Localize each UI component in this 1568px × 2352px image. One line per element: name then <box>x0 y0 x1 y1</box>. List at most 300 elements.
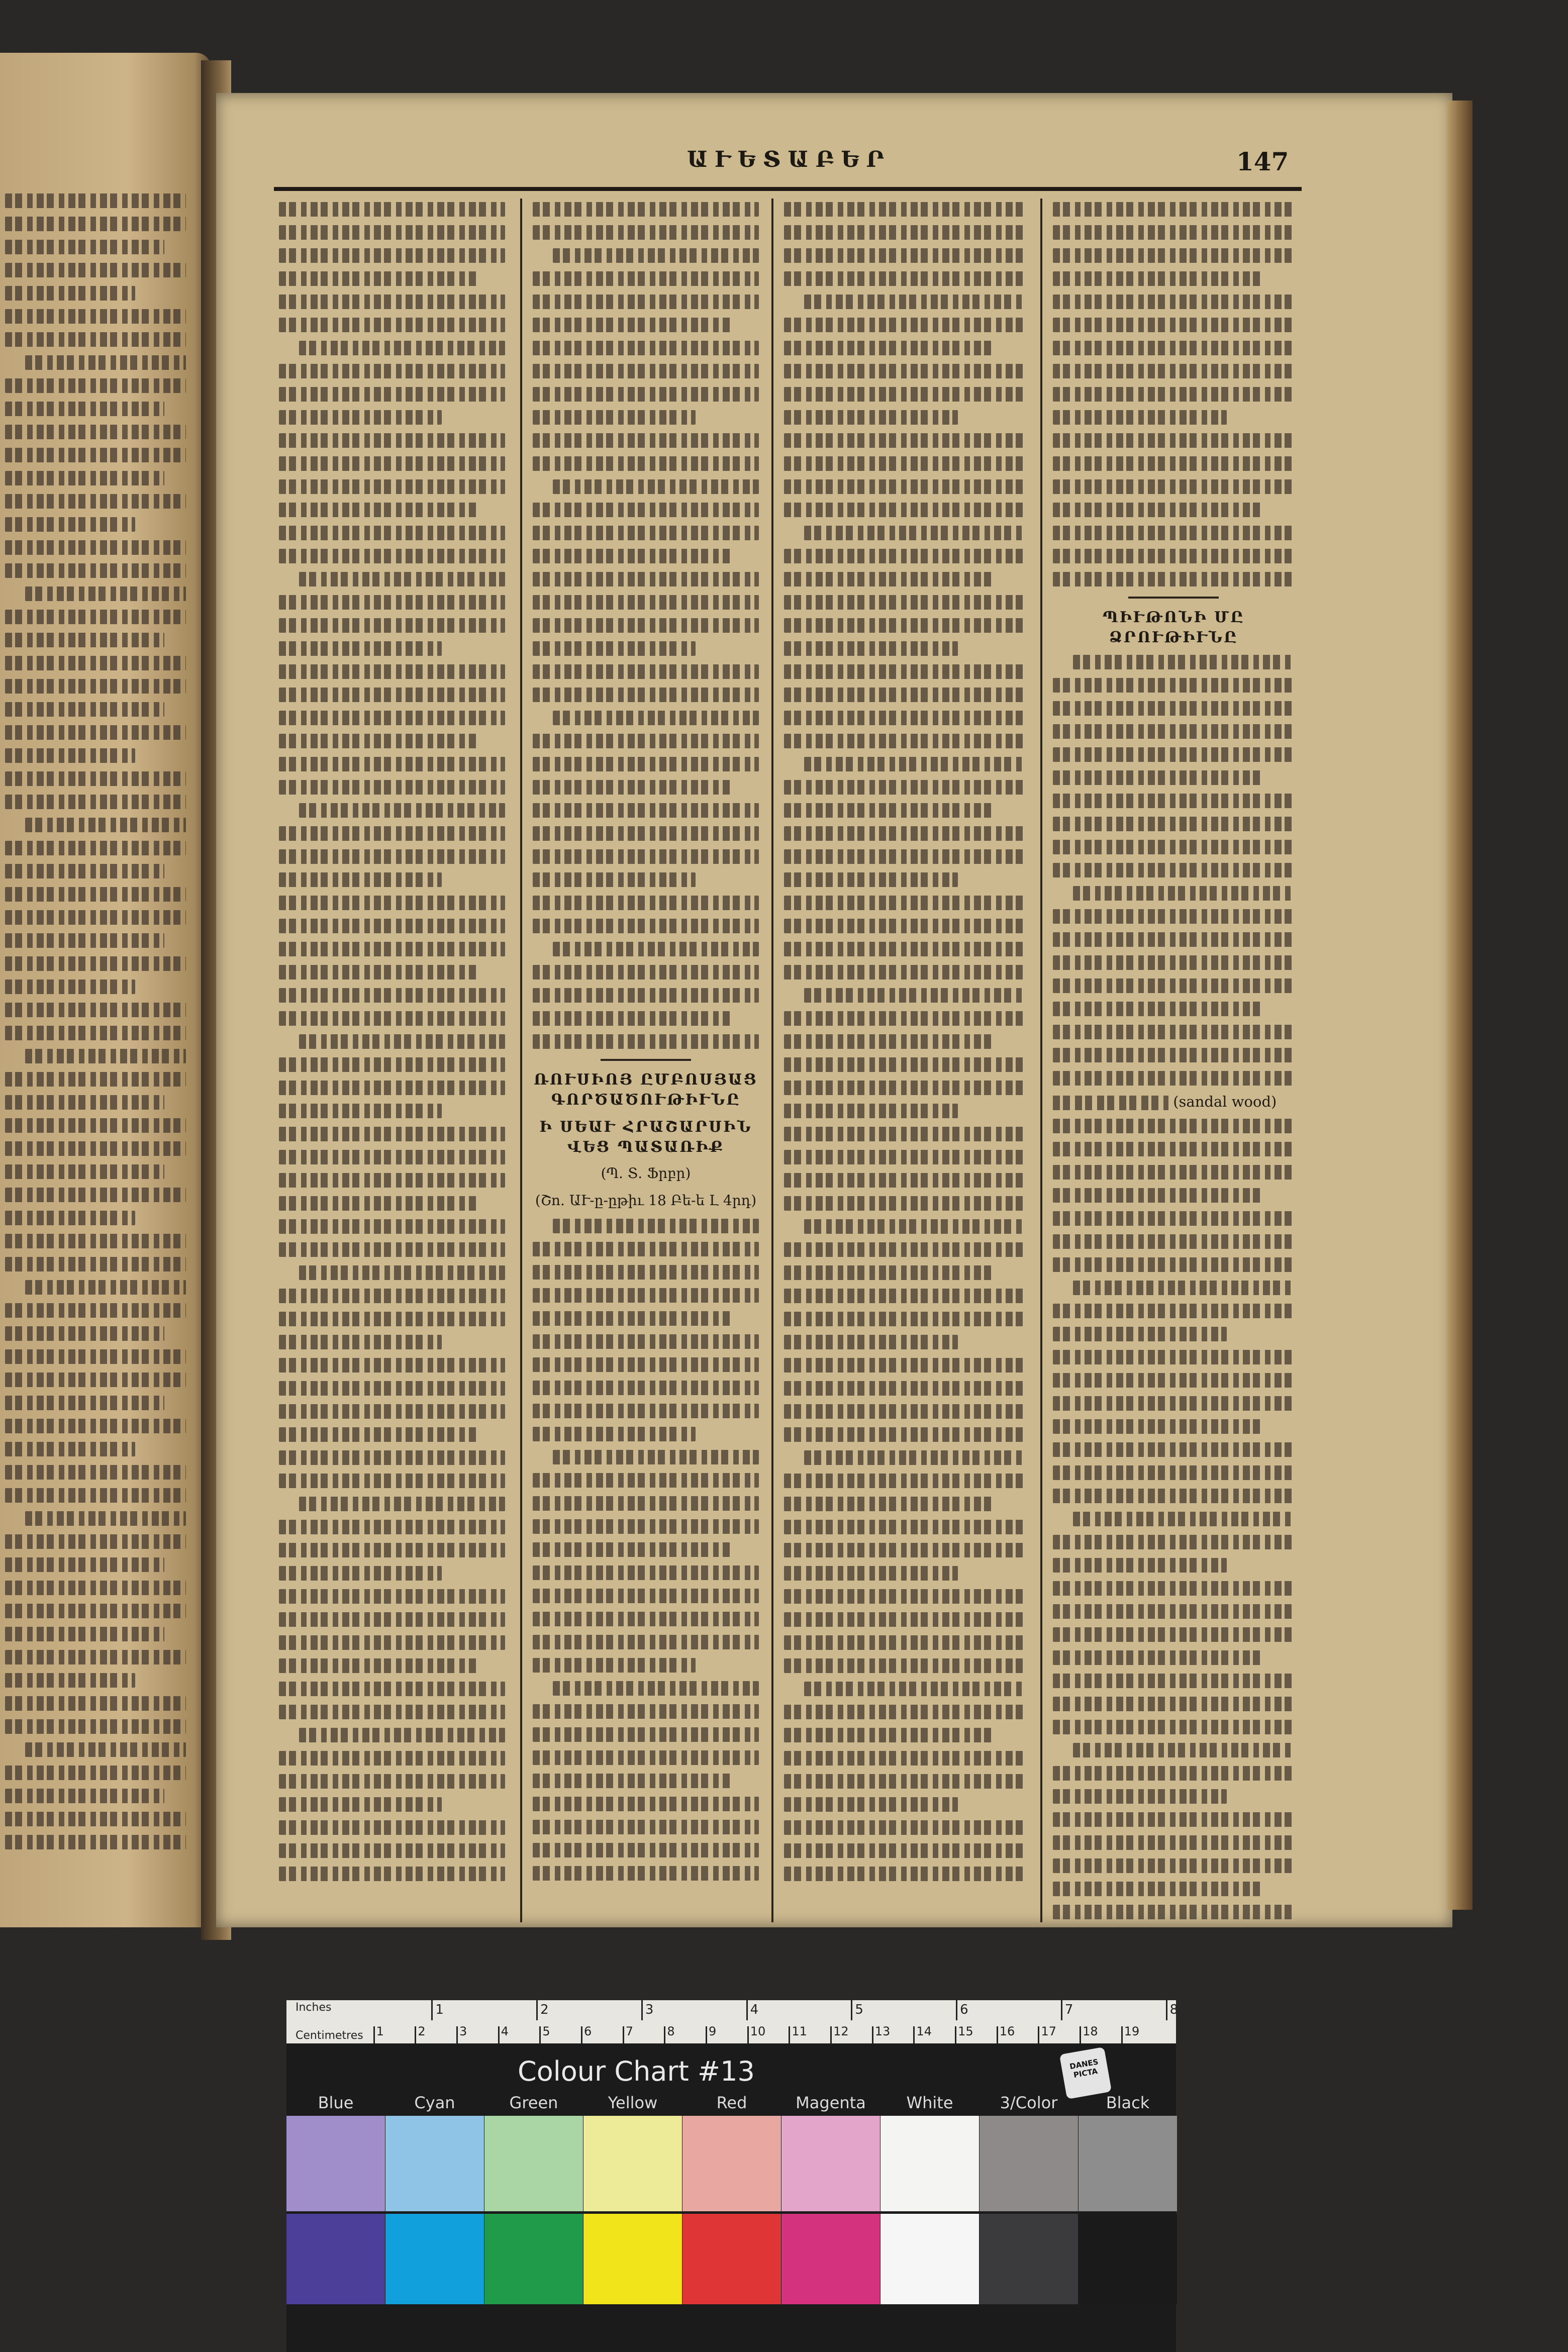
text-line <box>533 1843 759 1857</box>
text-line <box>5 402 164 416</box>
text-line <box>279 271 478 286</box>
text-line <box>784 1242 1025 1257</box>
text-line <box>533 803 759 818</box>
text-line <box>279 1104 442 1118</box>
text-line <box>804 526 1025 540</box>
text-line <box>1053 1858 1294 1873</box>
text-line <box>279 896 505 910</box>
inch-number: 6 <box>960 2002 968 2017</box>
text-line <box>784 549 1025 563</box>
text-line <box>533 433 759 448</box>
text-line <box>279 295 505 309</box>
text-line <box>784 341 996 355</box>
cm-tick <box>872 2026 873 2043</box>
text-line <box>279 410 442 425</box>
text-line <box>279 1081 505 1095</box>
cm-number: 6 <box>584 2024 592 2038</box>
patch-label: 3/Color <box>1000 2093 1058 2112</box>
patch-label: Yellow <box>608 2093 658 2112</box>
text-line <box>279 664 505 679</box>
text-column-4 <box>1053 202 1294 1928</box>
patch-label: Black <box>1106 2093 1150 2112</box>
text-line <box>533 1589 759 1603</box>
text-line <box>5 610 186 624</box>
text-line <box>784 618 1025 633</box>
text-line <box>784 872 958 887</box>
page-edge <box>1447 101 1473 1910</box>
text-line <box>1053 840 1294 854</box>
text-line <box>5 795 186 809</box>
text-line <box>533 641 696 656</box>
text-line <box>25 1742 186 1757</box>
text-line <box>533 849 759 864</box>
cm-number: 18 <box>1083 2024 1098 2038</box>
text-line <box>279 1843 505 1858</box>
text-line <box>1053 1905 1294 1919</box>
text-line <box>279 1774 505 1789</box>
text-line <box>784 1589 1025 1604</box>
text-line <box>784 1751 1025 1766</box>
text-line <box>279 456 505 471</box>
text-line <box>784 1728 996 1742</box>
text-line <box>1053 817 1294 831</box>
colour-patch-saturated <box>484 2214 583 2304</box>
text-line <box>5 702 164 717</box>
text-line <box>1053 1304 1294 1318</box>
text-line <box>784 1427 1025 1442</box>
text-line <box>784 711 1025 725</box>
text-line-with-note <box>1053 1094 1294 1110</box>
text-line <box>533 456 759 471</box>
text-line <box>5 841 186 855</box>
centimetres-label: Centimetres <box>296 2029 363 2042</box>
text-line <box>784 248 1025 263</box>
text-line <box>1053 1257 1294 1272</box>
colour-chart <box>286 2000 1179 2352</box>
text-line <box>5 1003 186 1017</box>
measurement-ruler <box>286 2000 1179 2043</box>
colour-patch-saturated <box>880 2214 979 2304</box>
text-line <box>533 1750 759 1765</box>
cm-number: 2 <box>418 2024 426 2038</box>
cm-tick <box>498 2026 500 2043</box>
text-line <box>279 1612 505 1627</box>
text-line <box>784 965 1025 979</box>
text-line <box>533 919 759 933</box>
text-line <box>1053 526 1294 540</box>
text-line <box>5 517 135 532</box>
text-line <box>279 688 505 702</box>
text-line <box>784 1474 1025 1488</box>
text-line <box>5 1766 186 1780</box>
cm-number: 8 <box>667 2024 675 2038</box>
text-line <box>1053 1142 1294 1156</box>
text-line <box>279 248 505 263</box>
text-line <box>533 1797 759 1811</box>
cm-number: 12 <box>833 2024 849 2038</box>
text-column-3 <box>784 202 1025 1890</box>
inline-english-note: (sandal wood) <box>1173 1093 1277 1110</box>
text-line <box>553 1219 759 1233</box>
text-line <box>1053 248 1294 263</box>
text-line <box>5 1141 186 1156</box>
text-line <box>279 1335 442 1349</box>
colour-patch-saturated <box>781 2214 880 2304</box>
col2-upper-text <box>533 202 759 1049</box>
text-line <box>784 479 1025 494</box>
text-line <box>279 641 442 656</box>
text-line <box>279 988 505 1003</box>
text-line <box>1053 1720 1294 1734</box>
text-line <box>279 1589 505 1604</box>
column-rule-2 <box>771 199 773 1922</box>
text-line <box>784 595 1025 610</box>
article-title-line-2: Ի ՍԵԱՒ ՀՐԱՇԱՐՍԻՆ ՎԵՑ ՊԱՏԱՌԻՔ <box>539 1118 752 1156</box>
text-line <box>1053 770 1265 785</box>
text-line <box>5 286 135 301</box>
text-line <box>533 1473 759 1488</box>
text-line <box>1053 1119 1294 1133</box>
text-line <box>553 942 759 956</box>
text-line <box>804 988 1025 1003</box>
text-line <box>5 1419 186 1433</box>
text-line <box>5 1118 186 1133</box>
text-line <box>279 1427 478 1442</box>
text-line <box>5 193 186 208</box>
text-line <box>279 1543 505 1557</box>
cm-number: 14 <box>916 2024 932 2038</box>
text-line <box>533 595 759 610</box>
text-line <box>279 1242 505 1257</box>
text-line <box>1053 1327 1227 1341</box>
text-line <box>533 1381 759 1395</box>
text-line <box>784 664 1025 679</box>
text-line <box>5 1488 186 1503</box>
text-line <box>533 387 759 402</box>
text-line <box>279 1057 505 1072</box>
text-line <box>1053 1048 1294 1062</box>
text-line <box>533 988 759 1003</box>
text-line <box>533 734 759 748</box>
colour-patch-light <box>583 2116 682 2211</box>
text-line <box>5 494 186 509</box>
cm-number: 16 <box>999 2024 1015 2038</box>
text-line <box>5 979 135 994</box>
colour-patch-light <box>880 2116 979 2211</box>
text-line <box>279 225 505 240</box>
text-line <box>1073 886 1294 901</box>
text-line <box>784 688 1025 702</box>
text-line <box>5 679 186 694</box>
text-line <box>804 757 1025 771</box>
text-line <box>1053 1604 1294 1619</box>
text-line <box>5 1604 186 1618</box>
article-title-line-1: ՌՈՒՍԻՈՅ ԸՄԲՈՍՅԱՑ ԳՈՐԾԱԾՈՒԹԻՒՆԸ <box>534 1071 758 1109</box>
text-line <box>533 202 759 217</box>
text-line <box>1053 225 1294 240</box>
text-line <box>279 1404 505 1419</box>
text-line <box>804 295 1025 309</box>
cm-number: 19 <box>1124 2024 1140 2038</box>
text-line <box>784 734 1025 748</box>
text-line <box>533 1242 759 1256</box>
text-line <box>784 572 996 586</box>
cm-tick <box>664 2026 665 2043</box>
text-line <box>533 1542 732 1557</box>
header-rule <box>274 187 1302 191</box>
text-line <box>279 1635 505 1650</box>
patch-label: Cyan <box>414 2093 455 2112</box>
colour-patch-saturated <box>1079 2214 1177 2304</box>
text-line <box>1073 1281 1294 1295</box>
text-line <box>533 688 759 702</box>
text-line <box>279 734 478 748</box>
text-line <box>5 1373 186 1387</box>
text-line <box>279 1289 505 1303</box>
cm-tick <box>789 2026 790 2043</box>
text-line <box>533 896 759 910</box>
text-line <box>279 1150 505 1164</box>
article-subtitle: (Պ. Տ. Ֆրբր) <box>601 1165 691 1182</box>
text-line <box>5 1812 186 1826</box>
left-page <box>0 53 211 1927</box>
text-line <box>5 1095 164 1110</box>
text-line <box>1053 503 1265 517</box>
text-line <box>5 1234 186 1248</box>
text-line <box>1053 1234 1294 1249</box>
inch-number: 7 <box>1064 2002 1073 2017</box>
text-line <box>1053 1812 1294 1827</box>
cm-tick <box>747 2026 749 2043</box>
text-line <box>1053 1419 1265 1434</box>
text-line <box>279 872 442 887</box>
text-line <box>784 503 1025 517</box>
inch-number: 4 <box>750 2002 759 2017</box>
text-line <box>279 595 505 610</box>
cm-tick <box>1121 2026 1123 2043</box>
text-line <box>784 780 1025 795</box>
text-line <box>533 1427 696 1441</box>
inch-tick <box>431 2000 433 2020</box>
text-line <box>1053 909 1294 924</box>
text-line <box>279 1381 505 1396</box>
text-line <box>533 410 696 425</box>
text-line <box>533 872 696 887</box>
text-line <box>784 1127 1025 1141</box>
cm-tick <box>997 2026 998 2043</box>
text-line <box>553 479 759 494</box>
cm-number: 9 <box>709 2024 717 2038</box>
text-line <box>279 1450 505 1465</box>
text-line <box>1053 932 1294 947</box>
text-line <box>5 1188 186 1202</box>
text-line <box>784 1867 1025 1881</box>
text-line <box>25 355 186 370</box>
text-line <box>279 1820 505 1835</box>
text-line <box>784 433 1025 448</box>
text-line <box>804 1682 1025 1696</box>
article-title-python: ՊԻՒԹՈՆԻ ՄԸ ՁՐՈՒԹԻՒՆԸ <box>1102 609 1245 646</box>
text-line <box>279 1797 442 1812</box>
text-line <box>784 1520 1025 1534</box>
text-line <box>1053 1581 1294 1596</box>
text-line <box>1053 1002 1265 1016</box>
text-line <box>1053 1674 1294 1688</box>
text-line <box>784 1150 1025 1164</box>
column-rule-1 <box>520 199 522 1922</box>
text-line <box>279 1566 442 1581</box>
text-line <box>279 1358 505 1373</box>
text-line <box>1053 318 1294 332</box>
cm-number: 7 <box>625 2024 633 2038</box>
text-line <box>5 240 164 254</box>
patch-label: White <box>906 2093 953 2112</box>
text-line <box>1053 433 1294 448</box>
text-column-2 <box>533 202 759 1889</box>
text-line <box>1053 202 1294 217</box>
text-line <box>279 849 505 864</box>
text-line <box>5 563 186 578</box>
text-line <box>5 471 164 485</box>
inch-number: 2 <box>540 2002 549 2017</box>
cm-tick <box>706 2026 707 2043</box>
left-page-text-column <box>5 193 186 1858</box>
text-line <box>784 1635 1025 1650</box>
text-line <box>533 1612 759 1626</box>
cm-number: 15 <box>958 2024 973 2038</box>
colour-patch-light <box>979 2116 1078 2211</box>
text-line <box>5 864 164 878</box>
text-line <box>1053 410 1227 425</box>
cm-tick <box>623 2026 624 2043</box>
inch-tick <box>746 2000 748 2020</box>
text-line <box>1073 1743 1294 1757</box>
text-line <box>279 780 505 795</box>
text-line <box>1053 1766 1294 1781</box>
text-line <box>533 965 759 979</box>
inch-tick <box>1166 2000 1167 2020</box>
colour-patch-saturated <box>682 2214 781 2304</box>
text-line <box>1053 1211 1294 1226</box>
colour-chart-title: Colour Chart #13 <box>518 2055 755 2087</box>
cm-number: 5 <box>542 2024 550 2038</box>
text-line <box>533 271 759 286</box>
text-line <box>784 410 958 425</box>
text-line <box>533 1404 759 1418</box>
text-line <box>279 942 505 956</box>
cm-tick <box>456 2026 458 2043</box>
text-line <box>784 1081 1025 1095</box>
text-line <box>279 1312 505 1326</box>
patch-label: Blue <box>318 2093 354 2112</box>
text-line <box>299 1497 505 1511</box>
text-line <box>1053 1627 1294 1642</box>
text-line <box>5 1719 186 1734</box>
text-line <box>533 1011 732 1026</box>
text-line <box>784 1497 996 1511</box>
text-line <box>279 387 505 402</box>
text-line <box>5 1789 164 1803</box>
text-line <box>533 757 759 771</box>
text-line <box>784 364 1025 378</box>
text-line <box>5 1581 186 1595</box>
text-column-1 <box>279 202 505 1890</box>
text-line <box>533 526 759 540</box>
text-line <box>1053 1071 1294 1086</box>
text-line <box>804 1450 1025 1465</box>
colour-patch-saturated <box>979 2214 1078 2304</box>
text-line <box>533 318 732 332</box>
patch-label: Red <box>716 2093 747 2112</box>
text-line <box>1053 387 1294 402</box>
text-line <box>1053 747 1294 762</box>
text-line <box>5 263 186 277</box>
text-line <box>784 1265 996 1280</box>
inches-label: Inches <box>296 2001 332 2014</box>
text-line <box>5 309 186 324</box>
text-line <box>553 711 759 725</box>
text-line <box>279 618 505 633</box>
text-line <box>5 1627 164 1641</box>
text-line <box>784 202 1025 217</box>
inch-tick <box>1061 2000 1062 2020</box>
text-line <box>1053 479 1294 494</box>
text-line <box>279 526 505 540</box>
text-line <box>25 586 186 601</box>
text-line <box>784 849 1025 864</box>
text-line <box>5 217 186 231</box>
cm-number: 3 <box>459 2024 467 2038</box>
text-line <box>5 633 164 647</box>
text-line <box>5 1396 164 1410</box>
text-line <box>1053 978 1294 993</box>
text-line <box>1053 271 1265 286</box>
text-line <box>1053 1535 1294 1549</box>
text-line <box>279 1867 505 1881</box>
text-line <box>533 1357 759 1372</box>
text-line <box>533 1565 759 1580</box>
text-line <box>553 1450 759 1464</box>
cm-number: 10 <box>750 2024 766 2038</box>
cm-tick <box>1038 2026 1039 2043</box>
inch-number: 5 <box>855 2002 863 2017</box>
text-line <box>784 641 958 656</box>
cm-tick <box>913 2026 915 2043</box>
text-line <box>279 479 505 494</box>
text-line <box>5 540 186 555</box>
cm-tick <box>539 2026 541 2043</box>
inch-number: 3 <box>645 2002 654 2017</box>
text-line <box>784 1658 1025 1673</box>
text-line <box>5 332 186 347</box>
text-line <box>784 1774 1025 1789</box>
text-line <box>1053 1489 1294 1503</box>
text-line <box>533 1519 759 1534</box>
cm-number: 1 <box>376 2024 384 2038</box>
running-head: ԱՒԵՏԱԲԵՐ <box>687 147 892 172</box>
text-line <box>5 887 186 902</box>
text-line <box>5 425 186 439</box>
cm-tick <box>1080 2026 1081 2043</box>
text-line <box>5 1326 164 1341</box>
text-line <box>533 1034 759 1049</box>
text-line <box>299 803 505 818</box>
text-line <box>533 225 759 240</box>
colour-patch-saturated <box>286 2214 385 2304</box>
text-line <box>533 503 759 517</box>
text-line <box>279 1196 478 1211</box>
text-line <box>1073 1512 1294 1526</box>
